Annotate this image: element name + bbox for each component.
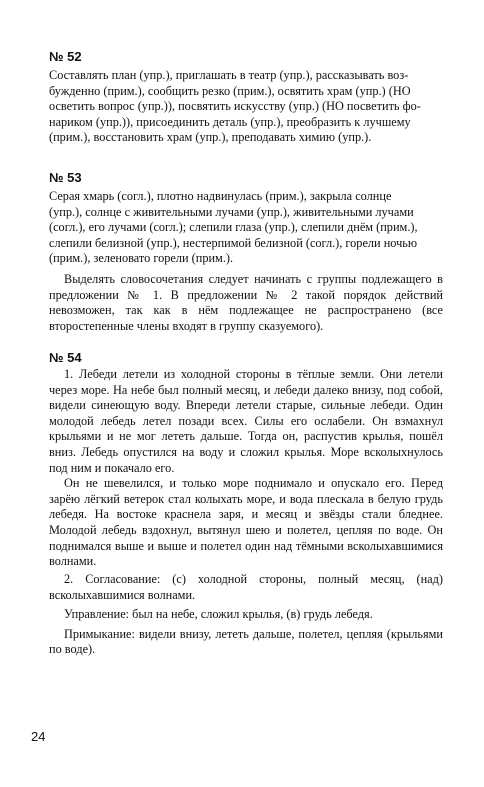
ex52-line2: бужденно (прим.), сообщить резко (прим.), освятить храм (упр.) (НО <box>49 83 411 98</box>
note-paragraph: Выделять словосочетания следует начинать с группы подлежащего в предложении № 1. В предложении № 2 такой порядок действий невозможен, так как в нём подлежащее не распространено (все второстепенные члены входят в группу сказуемого). <box>49 272 443 333</box>
exercise-54-analysis <box>49 572 443 658</box>
ex53-line4: слепили белизной (упр.), нестерпимой белизной (согл.), горели ночью <box>49 235 418 250</box>
exercise-53-note <box>49 272 443 334</box>
ex54-paragraph-2: Он не шевелился, и только море поднимало и опускало его. Перед зарёю лёгкий ветерок стал колыхать море, и вода плескала в белую грудь лебедя. На востоке краснела заря, и месяц и звёзды стали бледнее. Молодой лебедь вздохнул, вытянул шею и полетел, цепляя по воде. Он поднимался выше и выше и полетел один над тёмными всколыхавшимися волнами. <box>49 476 443 569</box>
ex52-line1: Составлять план (упр.), приглашать в театр (упр.), рассказывать воз- <box>49 68 409 82</box>
exercise-52-text <box>49 68 443 146</box>
page-number: 24 <box>31 729 46 744</box>
exercise-53-text <box>49 189 443 267</box>
ex53-line1: Серая хмарь (согл.), плотно надвинулась (прим.), закрыла солнце <box>49 189 392 203</box>
ex53-line5: (прим.), зеленовато горели (прим.). <box>49 251 234 266</box>
ex52-line3: осветить вопрос (упр.)), посвятить искусству (упр.) (НО посветить фо- <box>49 99 421 114</box>
ex53-line2: (упр.), солнце с живительными лучами (упр.), живительными лучами <box>49 204 414 219</box>
ex52-line4: нариком (упр.)), присоединить деталь (упр.), преобразить к лучшему <box>49 114 411 129</box>
agreement-line: 2. Согласование: (с) холодной стороны, полный месяц, (над) всколыхавшимися волнами. <box>49 572 443 602</box>
exercise-54-text <box>49 367 443 570</box>
government-line: Управление: был на небе, сложил крылья, (в) грудь лебедя. <box>64 607 373 622</box>
heading-54: № 54 <box>49 350 82 365</box>
ex52-line5: (прим.), восстановить храм (упр.), преподавать химию (упр.). <box>49 130 372 145</box>
heading-53: № 53 <box>49 170 82 185</box>
ex53-line3: (согл.), его лучами (согл.); слепили глаза (упр.), слепили днём (прим.), <box>49 220 418 235</box>
heading-52: № 52 <box>49 49 82 64</box>
ex54-paragraph-1: 1. Лебеди летели из холодной стороны в тёплые земли. Они летели через море. На небе был полный месяц, и лебеди далеко внизу, под собой, видели синеющую воду. Впереди летели старые, сильные лебеди. Один молодой лебедь летел позади всех. Силы его ослабели. Он взмахнул крыльями и не мог лететь дальше. Тогда он, распустив крылья, пошёл вниз. Лебедь опустился на воду и сложил крылья. Море всколыхнулось под ним и покачало его. <box>49 367 443 475</box>
adjunction-line: Примыкание: видели внизу, лететь дальше, полетел, цепляя (крыльями по воде). <box>49 626 443 657</box>
